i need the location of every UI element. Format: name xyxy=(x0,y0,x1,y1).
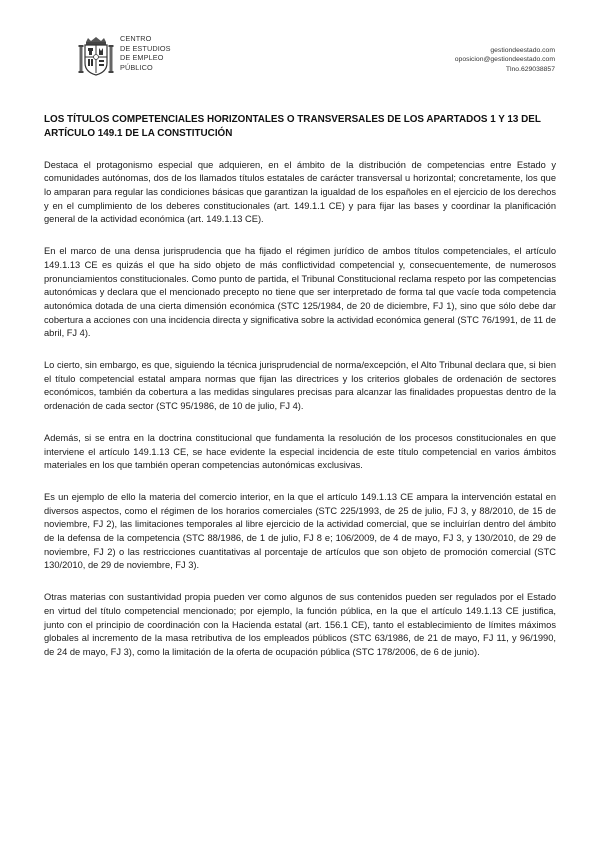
paragraph: Otras materias con sustantividad propia pueden ver como algunos de sus contenidos pueden ser regulados por el Estado en virtud del título competencial mencionado; por ejemplo, la función pública, en la que el artículo 149.1.13 CE justifica, junto con el principio de coordinación con la Hacienda estatal (art. 156.1 CE), tanto el establecimiento de límites máximos globales al incremento de la masa retributiva de los empleados públicos (STC 63/1986, de 21 de mayo, FJ 11, y 96/1990, de 24 de mayo, FJ 3), como la limitación de la oferta de ocupación pública (STC 178/2006, de 6 de junio). xyxy=(44,592,556,657)
org-line: DE ESTUDIOS xyxy=(120,43,171,53)
document-title: LOS TÍTULOS COMPETENCIALES HORIZONTALES O TRANSVERSALES DE LOS APARTADOS 1 Y 13 DEL ARTÍCULO 149.1 DE LA CONSTITUCIÓN xyxy=(44,114,541,139)
email-text: oposicion@gestiondeestado.com xyxy=(454,56,555,64)
phone-text: Tlno.629038857 xyxy=(505,65,555,73)
website-text: gestiondeestado.com xyxy=(490,47,555,54)
paragraph: Además, si se entra en la doctrina constitucional que fundamenta la resolución de los procesos constitucionales en que interviene el artículo 149.1.13 CE, se hace evidente la especial incidencia de este título competencial en varios ámbitos materiales en los que también operan competencias autonómicas exclusivas. xyxy=(44,432,556,471)
document-body xyxy=(44,113,556,678)
org-line: CENTRO xyxy=(120,34,152,43)
paragraph: En el marco de una densa jurisprudencia que ha fijado el régimen jurídico de ambos títulos competenciales, el artículo 149.1.13 CE es quizás el que ha sido objeto de más conflictividad competencial y, consecuentemente, de numerosos pronunciamientos constitucionales. Como punto de partida, el Tribunal Constitucional reclama respeto por las competencias autonómicas y declara que el mencionado precepto no tiene que ser interpretado de forma tal que vacíe toda competencia autonómica dotada de una cierta dimensión económica (STC 125/1984, de 20 de diciembre, FJ 1), sino que sólo debe dar cobertura a acciones con una incidencia directa y significativa sobre la actividad económica general (STC 76/1991, de 11 de abril, FJ 4). xyxy=(44,246,556,339)
contact-info xyxy=(455,46,555,74)
paragraph: Lo cierto, sin embargo, es que, siguiendo la técnica jurisprudencial de norma/excepción, el Alto Tribunal declara que, si bien el título competencial estatal ampara normas que fijan las directrices y los criterios globales de ordenación de sectores económicos, también da cobertura a las medidas singulares precisas para alcanzar las finalidades propuestas dentro de la ordenación de cada sector (STC 95/1986, de 10 de julio, FJ 4). xyxy=(44,360,556,412)
organization-name xyxy=(120,34,171,72)
coat-of-arms-logo xyxy=(78,36,114,76)
org-line: DE EMPLEO xyxy=(120,53,164,63)
paragraph: Destaca el protagonismo especial que adquieren, en el ámbito de la distribución de competencias entre Estado y comunidades autónomas, dos de los llamados títulos estatales de carácter transversal u horizontal; concretamente, los que lo amparan para regular las condiciones básicas que garantizan la igualdad de los españoles en el ejercicio de los derechos y en el cumplimiento de los deberes constitucionales (art. 149.1.1 CE) y para fijar las bases y coordinar la planificación general de la actividad económica (art. 149.1.13 CE). xyxy=(44,159,556,225)
paragraph: Es un ejemplo de ello la materia del comercio interior, en la que el artículo 149.1.13 CE ampara la intervención estatal en diversos aspectos, como el régimen de los horarios comerciales (STC 225/1993, de 25 de julio, FJ 3, y 88/2010, de 15 de noviembre, FJ 2), las limitaciones temporales al libre ejercicio de la actividad comercial, que se incluirían dentro del ámbito de la defensa de la competencia (STC 88/1986, de 1 de julio, FJ 8 e; 106/2009, de 4 de mayo, FJ 3, y 130/2010, de 29 de noviembre, FJ 2) o las restricciones cuantitativas al porcentaje de artículos que son objeto de promoción comercial (STC 130/2010, de 29 de noviembre, FJ 3). xyxy=(44,491,556,571)
org-line: PÚBLICO xyxy=(120,62,153,72)
